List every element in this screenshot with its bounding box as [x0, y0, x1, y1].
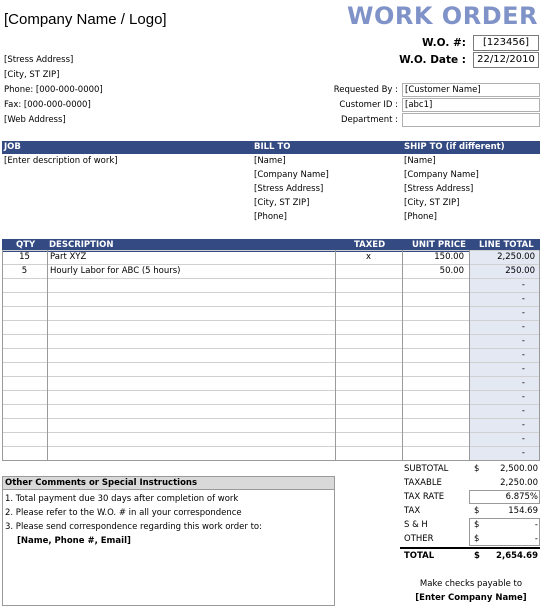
item-line-total: 2,250.00	[497, 252, 535, 262]
empty-line-total: -	[521, 294, 525, 304]
bill-to-city[interactable]: [City, ST ZIP]	[254, 198, 310, 208]
grid-line	[47, 250, 48, 460]
total-currency: $	[474, 551, 480, 561]
tax-rate-label: TAX RATE	[404, 492, 445, 502]
ship-to-city[interactable]: [City, ST ZIP]	[404, 198, 460, 208]
payable-company[interactable]: [Enter Company Name]	[415, 593, 527, 603]
bill-to-block	[254, 154, 329, 224]
total-label: TOTAL	[404, 551, 435, 561]
item-description[interactable]: Hourly Labor for ABC (5 hours)	[50, 266, 181, 276]
tax-currency: $	[474, 506, 480, 516]
ship-to-street[interactable]: [Stress Address]	[404, 184, 474, 194]
comment-line-3[interactable]: 3. Please send correspondence regarding this work order to:	[5, 522, 263, 532]
grid-line	[402, 250, 403, 460]
taxed-header: TAXED	[354, 240, 386, 250]
item-taxed[interactable]: x	[365, 252, 372, 262]
subtotal-value: 2,500.00	[500, 464, 538, 474]
table-row	[2, 278, 540, 292]
tax-label: TAX	[404, 506, 421, 516]
wo-date-field[interactable]: 22/12/2010	[473, 52, 539, 68]
company-city[interactable]: [City, ST ZIP]	[4, 70, 60, 80]
item-description[interactable]: Part XYZ	[50, 252, 87, 262]
table-row	[2, 390, 540, 404]
requested-by-label: Requested By :	[333, 85, 398, 95]
wo-date-label: W.O. Date :	[399, 54, 466, 66]
empty-line-total: -	[521, 406, 525, 416]
department-field[interactable]	[402, 113, 540, 127]
table-row	[2, 362, 540, 376]
job-header: JOB	[4, 142, 21, 152]
table-row	[2, 404, 540, 418]
item-qty[interactable]: 5	[21, 266, 28, 276]
company-phone[interactable]: Phone: [000-000-0000]	[4, 85, 103, 95]
company-web[interactable]: [Web Address]	[4, 115, 66, 125]
empty-line-total: -	[521, 364, 525, 374]
table-row	[2, 348, 540, 362]
ship-to-block	[404, 154, 479, 224]
other-label: OTHER	[404, 534, 434, 544]
bill-to-header: BILL TO	[254, 142, 291, 152]
job-description[interactable]: [Enter description of work]	[4, 156, 118, 166]
bill-to-street[interactable]: [Stress Address]	[254, 184, 324, 194]
tax-value: 154.69	[508, 506, 538, 516]
table-row	[2, 334, 540, 348]
grid-line	[2, 250, 3, 460]
grid-line	[2, 460, 540, 474]
sh-currency: $	[474, 520, 480, 530]
sh-value[interactable]: -	[534, 520, 538, 530]
bill-to-name[interactable]: [Name]	[254, 156, 286, 166]
qty-header: QTY	[16, 240, 36, 250]
bill-to-company[interactable]: [Company Name]	[254, 170, 329, 180]
taxable-label: TAXABLE	[404, 478, 442, 488]
wo-number-label: W.O. #:	[421, 37, 466, 49]
empty-line-total: -	[521, 448, 525, 458]
unit-price-header: UNIT PRICE	[412, 240, 466, 250]
ship-to-header: SHIP TO (if different)	[404, 142, 505, 152]
taxable-value: 2,250.00	[500, 478, 538, 488]
table-row	[2, 320, 540, 334]
customer-id-field[interactable]: [abc1]	[402, 98, 540, 112]
subtotal-label: SUBTOTAL	[404, 464, 449, 474]
ship-to-name[interactable]: [Name]	[404, 156, 436, 166]
line-total-header: LINE TOTAL	[479, 240, 534, 250]
empty-line-total: -	[521, 420, 525, 430]
empty-line-total: -	[521, 280, 525, 290]
customer-id-label: Customer ID :	[339, 100, 398, 110]
comment-line-1[interactable]: 1. Total payment due 30 days after completion of work	[5, 494, 239, 504]
empty-line-total: -	[521, 378, 525, 388]
table-row	[2, 432, 540, 446]
comment-line-2[interactable]: 2. Please refer to the W.O. # in all your correspondence	[5, 508, 242, 518]
sh-other-box[interactable]	[469, 518, 540, 546]
empty-line-total: -	[521, 322, 525, 332]
department-label: Department :	[340, 115, 398, 125]
empty-line-total: -	[521, 308, 525, 318]
comments-box[interactable]	[2, 476, 335, 606]
job-section-header	[2, 141, 540, 154]
item-unit-price[interactable]: 50.00	[439, 266, 464, 276]
item-taxed[interactable]	[335, 264, 402, 278]
grid-line	[539, 250, 540, 460]
comments-heading: Other Comments or Special Instructions	[3, 477, 334, 490]
other-value[interactable]: -	[534, 534, 538, 544]
empty-line-total: -	[521, 350, 525, 360]
description-header: DESCRIPTION	[49, 240, 114, 250]
document-title: WORK ORDER	[347, 2, 538, 30]
comment-contact[interactable]: [Name, Phone #, Email]	[17, 536, 131, 546]
total-value: 2,654.69	[496, 551, 538, 561]
payable-line-1: Make checks payable to	[419, 579, 523, 589]
empty-line-total: -	[521, 336, 525, 346]
item-qty[interactable]: 15	[19, 252, 30, 262]
table-row	[2, 446, 540, 460]
item-line-total: 250.00	[505, 266, 535, 276]
ship-to-company[interactable]: [Company Name]	[404, 170, 479, 180]
table-row	[2, 418, 540, 432]
empty-line-total: -	[521, 434, 525, 444]
requested-by-field[interactable]: [Customer Name]	[402, 83, 540, 97]
other-currency: $	[474, 534, 480, 544]
items-table	[2, 250, 540, 460]
sh-label: S & H	[404, 520, 428, 530]
item-unit-price[interactable]: 150.00	[434, 252, 464, 262]
table-row	[2, 376, 540, 390]
wo-number-field[interactable]: [123456]	[473, 35, 539, 51]
table-row	[2, 306, 540, 320]
company-fax[interactable]: Fax: [000-000-0000]	[4, 100, 91, 110]
ship-to-phone[interactable]: [Phone]	[404, 212, 437, 222]
company-logo[interactable]: [Company Name / Logo]	[4, 11, 167, 28]
tax-rate-value[interactable]: 6.875%	[505, 492, 538, 502]
company-street[interactable]: [Stress Address]	[4, 55, 74, 65]
subtotal-currency: $	[474, 464, 480, 474]
empty-line-total: -	[521, 392, 525, 402]
table-row	[2, 292, 540, 306]
bill-to-phone[interactable]: [Phone]	[254, 212, 287, 222]
grid-line	[335, 250, 336, 460]
